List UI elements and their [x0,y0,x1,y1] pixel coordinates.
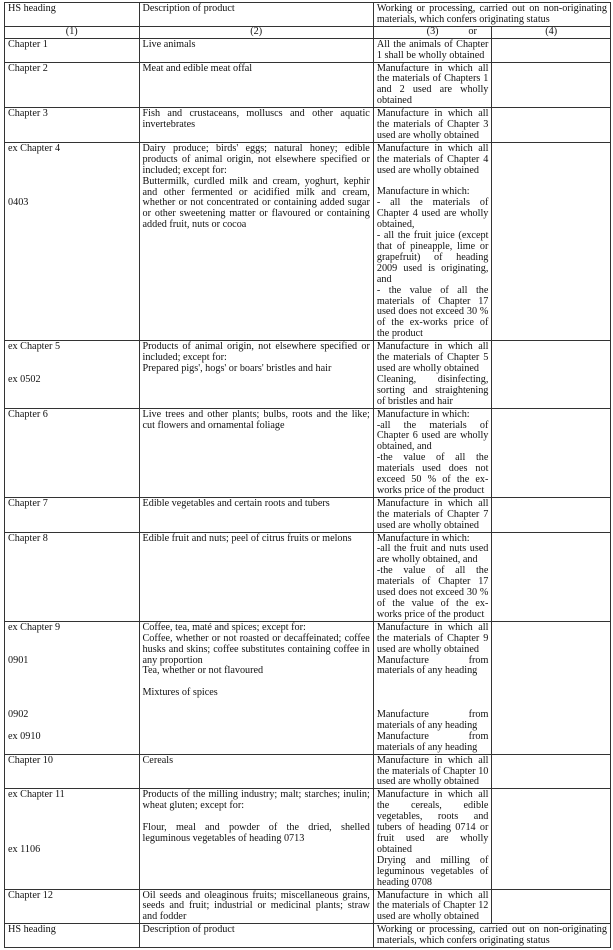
description-text: Products of the milling industry; malt; starches; inulin; wheat gluten; except for: [142,789,373,812]
table-body [5,3,611,948]
hs-heading-text: ex Chapter 4 [8,142,61,154]
header-hs-heading: HS heading [5,3,140,27]
spacer [8,823,136,834]
working-processing-cell [373,108,492,143]
working-processing-text: Manufacture in which: [376,532,470,544]
hs-heading-cell [5,889,140,924]
working-processing-cell [373,621,492,754]
column-number-1: (1) [5,26,140,38]
description-text: Live trees and other plants; bulbs, roots and the like; cut flowers and ornamental foliage [142,408,373,431]
working-processing-cell [373,497,492,532]
description-text: Prepared pigs', hogs' or boars' bristles and hair [142,362,332,374]
table-row [5,38,611,62]
header-description: Description of product [139,3,373,27]
working-processing-text: Manufacture in which all the materials of Chapter 12 used are wholly obtained [376,889,491,923]
hs-heading-cell [5,142,140,340]
description-text: Products of animal origin, not elsewhere specified or included; except for: [142,341,373,364]
column-number-3-label: (3) [426,25,439,37]
hs-heading-text: 0902 [8,708,29,720]
spacer [8,812,136,823]
footer-description: Description of product [139,924,373,948]
working-processing-text: -all the materials of Chapter 6 used are wholly obtained, and [376,419,491,453]
working-processing-text: Manufacture from materials of any heading [376,654,491,677]
table-row [5,497,611,532]
working-processing-cell [373,38,492,62]
working-processing-text: Manufacture in which: [376,186,470,198]
working-processing-text: Manufacture in which all the cereals, edible vegetables, roots and tubers of heading 0714 or fruit used are wholly obtained [376,789,491,855]
hs-heading-text: ex Chapter 5 [8,341,61,353]
alternative-processing-cell [492,532,611,621]
description-cell [139,38,373,62]
alternative-processing-cell [492,889,611,924]
description-cell [139,341,373,408]
spacer [8,166,136,177]
working-processing-cell [373,789,492,889]
spacer [8,677,136,688]
spacer [8,634,136,645]
working-processing-text: Manufacture in which all the materials of Chapter 9 used are wholly obtained [376,621,491,655]
working-processing-text: Drying and milling of leguminous vegetables of heading 0708 [376,854,491,888]
hs-heading-text: Chapter 12 [8,889,53,901]
description-cell [139,889,373,924]
hs-heading-cell [5,497,140,532]
working-processing-text: Manufacture in which all the materials of Chapters 1 and 2 used are wholly obtained [376,62,491,107]
header-working-processing: Working or processing, carried out on non-originating materials, which confers originating status [373,3,610,27]
rules-of-origin-table [4,2,611,948]
spacer [377,677,489,688]
spacer [377,688,489,699]
spacer [8,155,136,166]
hs-heading-text: 0403 [8,197,29,209]
hs-heading-cell [5,108,140,143]
working-processing-cell [373,341,492,408]
hs-heading-cell [5,62,140,108]
table-row [5,142,611,340]
description-cell [139,789,373,889]
description-text: Edible fruit and nuts; peel of citrus fruits or melons [142,532,352,544]
working-processing-text: Cleaning, disinfecting, sorting and straightening of bristles and hair [376,373,491,407]
footer-header-row [5,924,611,948]
table-row [5,408,611,497]
description-cell [139,497,373,532]
hs-heading-text: Chapter 2 [8,62,48,74]
hs-heading-text: ex 0502 [8,373,41,385]
spacer [8,688,136,699]
working-processing-cell [373,754,492,789]
description-text: Coffee, whether or not roasted or decaffeinated; coffee husks and skins; coffee substitutes containing coffee in any proportion [142,632,373,666]
description-text: Live animals [142,38,196,50]
table-row [5,62,611,108]
spacer [8,177,136,188]
hs-heading-cell [5,789,140,889]
table-row [5,889,611,924]
alternative-processing-cell [492,789,611,889]
hs-heading-text: 0901 [8,654,29,666]
working-processing-cell [373,532,492,621]
description-text: Meat and edible meat offal [142,62,253,74]
description-cell [139,532,373,621]
working-processing-text: -the value of all the materials used does not exceed 50 % of the ex-works price of the product [376,452,491,496]
description-cell [139,754,373,789]
table-row [5,341,611,408]
alternative-processing-cell [492,142,611,340]
working-processing-cell [373,408,492,497]
footer-hs-heading: HS heading [5,924,140,948]
or-label: or [468,25,477,37]
table-row [5,108,611,143]
working-processing-text: - the value of all the materials of Chapter 17 used does not exceed 30 % of the ex-works price of the product [376,284,491,340]
spacer [8,801,136,812]
alternative-processing-cell [492,62,611,108]
working-processing-text: Manufacture in which all the materials of Chapter 7 used are wholly obtained [376,497,491,531]
description-text: Edible vegetables and certain roots and tubers [142,497,330,509]
table-row [5,789,611,889]
table-row [5,621,611,754]
column-number-4 [468,25,611,38]
spacer [8,353,136,364]
spacer [8,645,136,656]
description-text: Mixtures of spices [142,687,218,699]
description-cell [139,142,373,340]
description-cell [139,621,373,754]
hs-heading-text: ex 0910 [8,730,41,742]
working-processing-text: Manufacture in which all the materials of Chapter 3 used are wholly obtained [376,108,491,141]
table-row [5,532,611,621]
hs-heading-cell [5,38,140,62]
working-processing-cell [373,889,492,924]
hs-heading-cell [5,408,140,497]
hs-heading-cell [5,754,140,789]
hs-heading-text: Chapter 1 [8,38,48,50]
hs-heading-text: ex Chapter 9 [8,621,61,633]
description-cell [139,108,373,143]
description-cell [139,62,373,108]
alternative-processing-cell [492,408,611,497]
alternative-processing-cell [492,497,611,532]
hs-heading-text: Chapter 3 [8,108,48,120]
description-text: Dairy produce; birds' eggs; natural honey; edible products of animal origin, not elsewhere specified or included; except for: [142,142,373,176]
hs-heading-text: Chapter 8 [8,532,48,544]
origin-table [4,2,611,948]
working-processing-text: -the value of all the materials of Chapter 17 used does not exceed 30 % of the value of the ex-works price of the product [376,565,491,620]
working-processing-text: Manufacture from materials of any heading [376,709,491,731]
hs-heading-text: ex 1106 [8,843,41,855]
working-processing-cell [373,62,492,108]
spacer [8,666,136,677]
hs-heading-text: Chapter 7 [8,497,48,509]
alternative-processing-cell [492,38,611,62]
working-processing-cell [373,142,492,340]
hs-heading-cell [5,532,140,621]
column-number-2: (2) [139,26,373,38]
working-processing-text: Manufacture from materials of any heading [376,730,491,753]
alternative-processing-cell [492,341,611,408]
column-number-4-label: (4) [545,25,558,37]
header-row [5,3,611,27]
working-processing-text: Manufacture in which all the materials of Chapter 10 used are wholly obtained [376,754,491,788]
description-text: Cereals [142,754,174,766]
description-text: Fish and crustaceans, molluscs and other aquatic invertebrates [142,108,373,131]
column-number-row [5,26,611,38]
working-processing-text: - all the materials of Chapter 4 used are wholly obtained, [376,197,491,231]
working-processing-text: Manufacture in which all the materials of Chapter 5 used are wholly obtained [376,341,491,374]
alternative-processing-cell [492,108,611,143]
hs-heading-text: Chapter 10 [8,754,53,766]
alternative-processing-cell [492,621,611,754]
working-processing-text: All the animals of Chapter 1 shall be wholly obtained [376,38,491,61]
hs-heading-text: ex Chapter 11 [8,789,65,801]
hs-heading-text: Chapter 6 [8,408,48,420]
hs-heading-cell [5,621,140,754]
description-cell [139,408,373,497]
footer-working-processing: Working or processing, carried out on non-originating materials, which confers originating status [373,924,610,948]
description-text: Coffee, tea, maté and spices; except for: [142,621,306,633]
description-text: Flour, meal and powder of the dried, shelled leguminous vegetables of heading 0713 [142,822,373,844]
working-processing-text: - all the fruit juice (except that of pineapple, lime or grapefruit) of heading 2009 used is originating, and [376,230,491,285]
description-text: Tea, whether or not flavoured [142,665,264,677]
working-processing-text: Manufacture in which all the materials of Chapter 4 used are wholly obtained [376,142,491,176]
alternative-processing-cell [492,754,611,789]
hs-heading-cell [5,341,140,408]
working-processing-text: Manufacture in which: [376,408,470,420]
description-text: Oil seeds and oleaginous fruits; miscellaneous grains, seeds and fruit; industrial or medicinal plants; straw and fodder [142,889,373,923]
table-row [5,754,611,789]
working-processing-text: -all the fruit and nuts used are wholly obtained, and [376,543,491,566]
description-text: Buttermilk, curdled milk and cream, yoghurt, kephir and other fermented or acidified milk and cream, whether or not concentrated or containing added sugar or other sweetening matter or flavoured or containing added fruit, nuts or cocoa [142,175,373,231]
